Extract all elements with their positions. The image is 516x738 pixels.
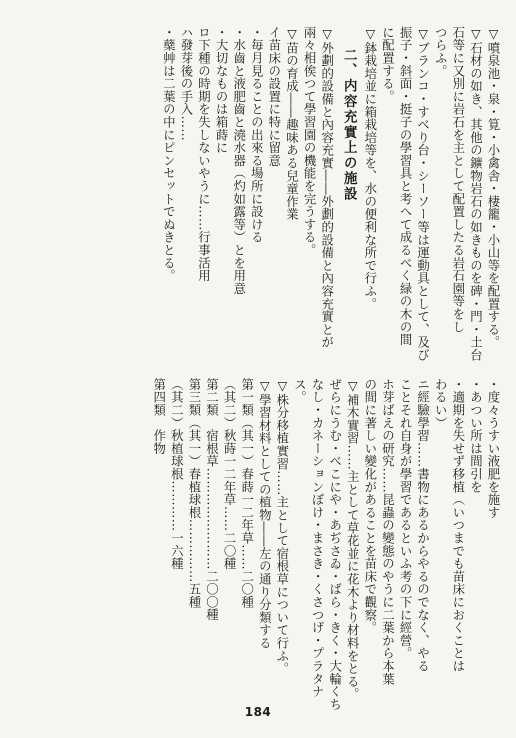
- text-line: ・水齒と液肥齒と澆水器（灼如露等）とを用意: [231, 26, 247, 295]
- text-line: ・毎月見ることの出來る場所に設ける: [249, 26, 265, 244]
- text-line: ホ芽ばえの研究……昆蟲の變態のやうに二葉から本葉: [380, 378, 396, 686]
- text-line: イ苗床の設置に特に留意: [266, 26, 282, 167]
- text-line: ・度々うすい液肥を施す: [486, 378, 501, 519]
- text-line: ロ下種の時期を失しないやうに……行事活用: [196, 26, 212, 282]
- text-line: ・適期を失せず移植（いつまでも苗床におくことは: [450, 378, 466, 673]
- page-number: 184: [244, 705, 272, 719]
- text-line: ▽補木實習……主として草花並に花木より材料をとる。: [345, 378, 361, 701]
- text-line: なし・カネーションぼけ・まさき・くさつげ・プラタナ: [310, 378, 326, 698]
- text-line: 振子・斜面・挺子の學習具と考へて成るべく緑の木の間: [398, 26, 414, 346]
- text-line: （其二）秋植球根…………一六種: [169, 378, 185, 570]
- text-line: ▽ブランコ・すべり台・シーソー等は運動具として、及び: [415, 26, 431, 362]
- section-heading: 二、内容充實上の施設: [341, 48, 358, 202]
- text-line: ニ經驗學習……書物にあるからやるのでなく、やる: [415, 378, 431, 673]
- text-line: わるい）: [433, 378, 449, 430]
- text-line: 石等に又別に岩石を主として配置したる岩石園等をし: [450, 26, 466, 334]
- text-line: 第一類（其一）春蒔一二年草……二〇種: [239, 378, 255, 609]
- text-line: に配置する。: [380, 26, 396, 103]
- text-line: ▽外劃的設備と內容充實――外劃的設備と內容充實とが: [319, 26, 335, 349]
- text-line: ・あつい所は間引を: [468, 378, 484, 494]
- text-line: 第四類 作物: [151, 378, 167, 455]
- text-line: ▽鉢栽培並に箱栽培等を、水の便利な所で行ふ。: [362, 26, 378, 311]
- text-line: ぜらにうむ・べこにや・あぢさゐ・ばら・きく・大輪くち: [327, 378, 343, 711]
- text-line: （其二）秋蒔一二年草……二〇種: [222, 378, 238, 570]
- text-line: ・大切なものは箱蒔に: [214, 26, 230, 154]
- text-line: ▽石材の如き、其他の鑛物岩石の如きものを碑・門・土台: [468, 26, 484, 362]
- text-line: ▽噴泉池・泉・筧・小禽舎・棲籠・小山等を配置する。: [486, 26, 501, 349]
- text-line: ス。: [292, 378, 308, 404]
- text-line: 兩々相俟つて學習園の機能を完うする。: [302, 26, 318, 257]
- text-line: ▽學習材料としての植物――左の通り分類する: [257, 378, 273, 650]
- text-line: ▽株分移植實習……主として宿根草について行ふ。: [274, 378, 290, 675]
- text-line: つらふ。: [433, 26, 449, 78]
- text-line: 第二類 宿根草……………………二〇〇種: [204, 378, 220, 622]
- text-line: ことそれ自身が學習であるといふ考の下に經營。: [398, 378, 414, 660]
- text-line: の間に著しい變化があることを苗床で觀察。: [362, 378, 378, 634]
- top-text-block: [160, 26, 502, 362]
- text-line: ハ發芽後の手入……: [178, 26, 194, 142]
- bottom-text-block: [150, 378, 502, 711]
- text-line: ・蘖艸は二葉の中にピンセットでぬきとる。: [161, 26, 177, 282]
- text-line: 第三類（其一）春植球根……………五種: [186, 378, 202, 609]
- text-line: ▽苗の育成――趣味ある兒童作業: [284, 26, 300, 221]
